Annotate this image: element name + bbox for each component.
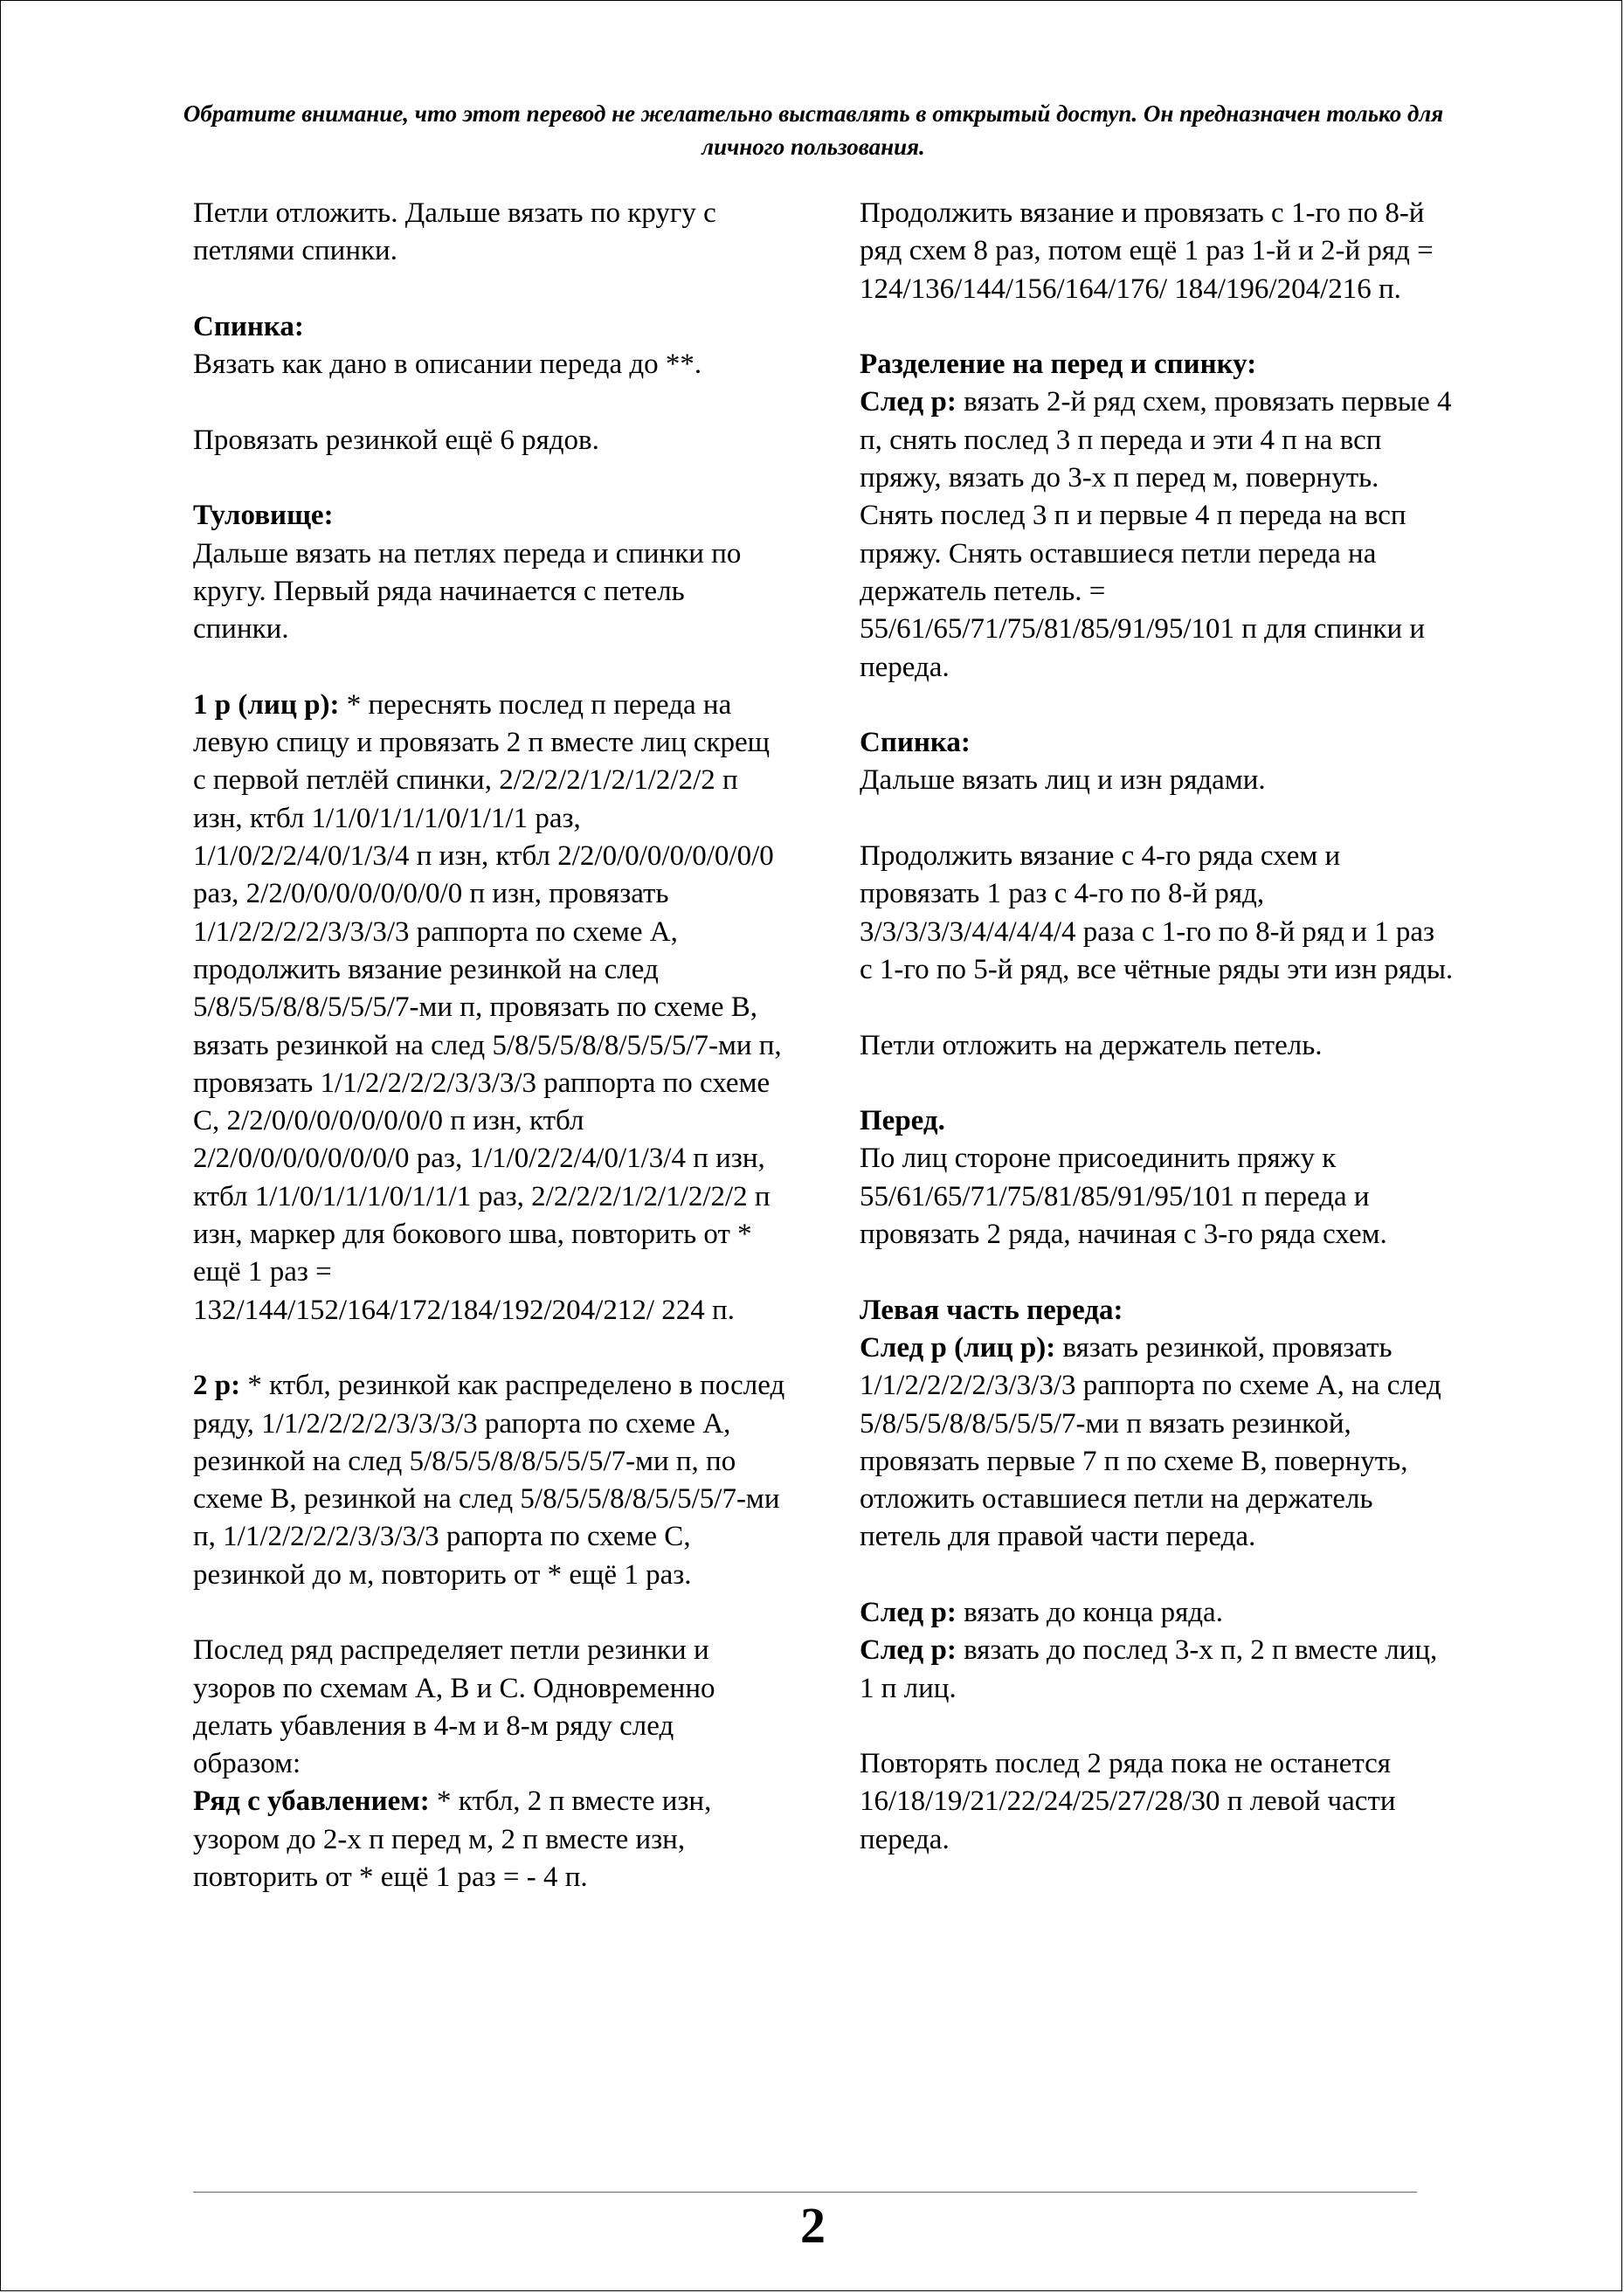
paragraph-row2 [193,1367,787,1594]
row1-text: * переснять послед п переда на левую спицу и провязать 2 п вместе лиц скрещ с первой петлёй спинки, 2/2/2/2/1/2/1/2/2/2 п изн, ктбл 1/1/0/1/1/1/0/1/1/1 раз, 1/1/0/2/2/4/0/1/3/4 п изн, ктбл 2/2/0/0/0/0/0/0/0/0 раз, 2/2/0/0/0/0/0/0/0/0 п изн, провязать 1/1/2/2/2/2/3/3/3/3 раппорта по схеме А, продолжить вязание резинкой на след 5/8/5/5/8/8/5/5/5/7-ми п, провязать по схеме В, вязать резинкой на след 5/8/5/5/8/8/5/5/5/7-ми п, провязать 1/1/2/2/2/2/3/3/3/3 раппорта по схеме С, 2/2/0/0/0/0/0/0/0/0 п изн, ктбл 2/2/0/0/0/0/0/0/0/0 раз, 1/1/0/2/2/4/0/1/3/4 п изн, ктбл 1/1/0/1/1/1/0/1/1/1 раз, 2/2/2/2/1/2/1/2/2/2 п изн, маркер для бокового шва, повторить от * ещё 1 раз = 132/144/152/164/172/184/192/204/212/ 224 п. [193,688,782,1326]
left-column [193,195,787,1935]
razdel-label: След р: [860,386,957,418]
heading-spinka-right: Спинка: [860,727,971,759]
page-number: 2 [800,2197,826,2254]
heading-pered: Перед. [860,1105,945,1137]
notice-text: Обратите внимание, что этот перевод не желательно выставлять в открытый доступ. Он предназначен только для личного пользования. [183,100,1444,160]
paragraph-intro: Петли отложить. Дальше вязать по кругу с петлями спинки. [193,197,716,267]
row2-text: * ктбл, резинкой как распределено в послед ряду, 1/1/2/2/2/2/3/3/3/3 рапорта по схеме А, резинкой на след 5/8/5/5/8/8/5/5/5/7-ми п, по схеме В, резинкой на след 5/8/5/5/8/8/5/5/5/7-ми п, 1/1/2/2/2/2/3/3/3/3 рапорта по схеме С, резинкой до м, повторить от * ещё 1 раз. [193,1370,785,1591]
paragraph-rezinka: Провязать резинкой ещё 6 рядов. [193,424,599,456]
paragraph-posled: Послед ряд распределяет петли резинки и узоров по схемам А, В и С. Одновременно делать убавления в 4-м и 8-м ряду след образом: [193,1634,715,1780]
levaya-text: вязать резинкой, провязать 1/1/2/2/2/2/3/3/3/3 раппорта по схеме А, на след 5/8/5/5/8/8/5/5/5/7-ми п вязать резинкой, провязать первые 7 п по схеме В, повернуть, отложить оставшиеся петли на держатель петель для правой части переда. [860,1331,1441,1553]
paragraph-prodolzhit: Продолжить вязание и провязать с 1-го по 8-й ряд схем 8 раз, потом ещё 1 раз 1-й и 2-й ряд = 124/136/144/156/164/176/ 184/196/204/216 п. [860,197,1434,305]
paragraph-ubavlenie [193,1783,787,1896]
razdel-text: вязать 2-й ряд схем, провязать первые 4 п, снять послед 3 п переда и эти 4 п на всп пряжу, вязать до 3-х п перед м, повернуть. Снять послед 3 п и первые 4 п переда на всп пряжу. Снять оставшиеся петли переда на держатель петель. = 55/61/65/71/75/81/85/91/95/101 п для спинки и переда. [860,386,1452,683]
heading-levaya: Левая часть переда: [860,1294,1123,1326]
paragraph-pered: По лиц стороне присоединить пряжу к 55/61/65/71/75/81/85/91/95/101 п переда и провязать 2 ряда, начиная с 3-го ряда схем. [860,1143,1387,1251]
paragraph-prodolzh-4: Продолжить вязание с 4-го ряда схем и провязать 1 раз с 4-го по 8-й ряд, 3/3/3/3/3/4/4/4/4/4 раза с 1-го по 8-й ряд и 1 раз с 1-го по 5-й ряд, все чётные ряды эти изн ряды. [860,840,1454,985]
heading-spinka: Спинка: [193,310,304,342]
paragraph-tulovishche: Дальше вязать на петлях переда и спинки по кругу. Первый ряда начинается с петель спинки. [193,537,742,646]
sled2-text: вязать до послед 3-х п, 2 п вместе лиц, 1 п лиц. [860,1634,1438,1704]
sled2-label: След р: [860,1634,957,1667]
levaya-label: След р (лиц р): [860,1331,1056,1364]
paragraph-spinka: Вязать как дано в описании переда до **. [193,349,702,381]
row2-label: 2 р: [193,1370,241,1402]
paragraph-razdelenie [860,383,1454,686]
paragraph-petli: Петли отложить на держатель петель. [860,1029,1323,1061]
heading-razdelenie: Разделение на перед и спинку: [860,349,1257,381]
paragraph-sled2 [860,1632,1454,1708]
ubav-text: * ктбл, 2 п вместе изн, узором до 2-х п перед м, 2 п вместе изн, повторить от * ещё 1 раз = - 4 п. [193,1785,712,1894]
sled1-text: вязать до конца ряда. [956,1596,1223,1628]
sled1-label: След р: [860,1596,957,1628]
paragraph-spinka-right: Дальше вязать лиц и изн рядами. [860,764,1266,797]
paragraph-sled1 [860,1594,1454,1632]
right-column [860,195,1454,1896]
footer-divider [193,2192,1417,2193]
row1-label: 1 р (лиц р): [193,688,340,721]
paragraph-levaya [860,1330,1454,1557]
paragraph-povtor: Повторять послед 2 ряда пока не останется 16/18/19/21/22/24/25/27/28/30 п левой части переда. [860,1748,1396,1855]
ubav-label: Ряд с убавлением: [193,1785,430,1818]
paragraph-row1 [193,687,787,1330]
heading-tulovishche: Туловище: [193,500,334,532]
